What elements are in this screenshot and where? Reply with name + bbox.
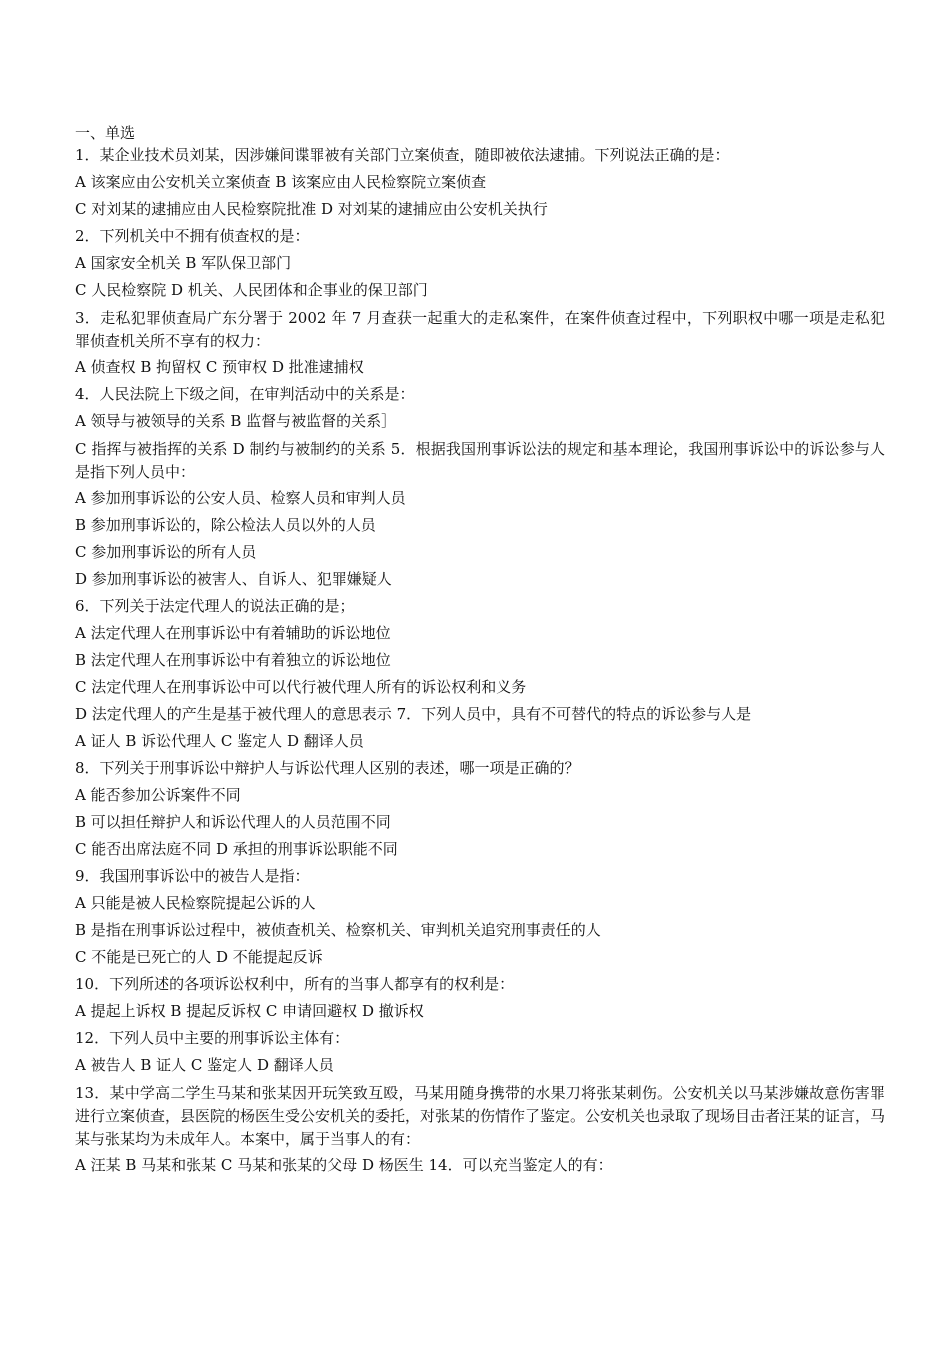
question-13-options-question-14-stem: A 汪某 B 马某和张某 C 马某和张某的父母 D 杨医生 14．可以充当鉴定人的有： [75, 1156, 613, 1174]
question-7-options: A 证人 B 诉讼代理人 C 鉴定人 D 翻译人员 [75, 732, 364, 750]
question-6-stem: 6．下列关于法定代理人的说法正确的是； [75, 597, 355, 615]
question-5-option-c: C 参加刑事诉讼的所有人员 [75, 543, 257, 561]
section-title: 一、单选 [75, 124, 136, 142]
question-4-options-cd-question-5-stem: C 指挥与被指挥的关系 D 制约与被制约的关系 5．根据我国刑事诉讼法的规定和基本理论，我国刑事诉讼中的诉讼参与人是指下列人员中： [75, 440, 885, 481]
question-6-option-c: C 法定代理人在刑事诉讼中可以代行被代理人所有的诉讼权利和义务 [75, 678, 527, 696]
question-9-options-cd: C 不能是已死亡的人 D 不能提起反诉 [75, 948, 323, 966]
question-9-option-b: B 是指在刑事诉讼过程中，被侦查机关、检察机关、审判机关追究刑事责任的人 [75, 921, 601, 939]
question-1-options-ab: A 该案应由公安机关立案侦查 B 该案应由人民检察院立案侦查 [75, 173, 487, 191]
question-8-option-a: A 能否参加公诉案件不同 [75, 786, 241, 804]
question-2-options-cd: C 人民检察院 D 机关、人民团体和企事业的保卫部门 [75, 281, 428, 299]
question-13-stem: 13．某中学高二学生马某和张某因开玩笑致互殴，马某用随身携带的水果刀将张某刺伤。公安机关以马某涉嫌故意伤害罪进行立案侦查，县医院的杨医生受公安机关的委托，对张某的伤情作了鉴定。公安机关也录取了现场目击者汪某的证言，马某与张某均为未成年人。本案中，属于当事人的有： [75, 1084, 886, 1148]
question-9-option-a: A 只能是被人民检察院提起公诉的人 [75, 894, 316, 912]
question-3-stem: 3．走私犯罪侦查局广东分署于 2002 年 7 月查获一起重大的走私案件，在案件侦查过程中，下列职权中哪一项是走私犯罪侦查机关所不享有的权力： [75, 309, 885, 350]
question-12-stem: 12．下列人员中主要的刑事诉讼主体有： [75, 1029, 350, 1047]
question-6-option-a: A 法定代理人在刑事诉讼中有着辅助的诉讼地位 [75, 624, 391, 642]
question-4-options-ab: A 领导与被领导的关系 B 监督与被监督的关系］ [75, 412, 397, 430]
question-10-stem: 10．下列所述的各项诉讼权利中，所有的当事人都享有的权利是： [75, 975, 515, 993]
question-10-options: A 提起上诉权 B 提起反诉权 C 申请回避权 D 撤诉权 [75, 1002, 424, 1020]
question-1-options-cd: C 对刘某的逮捕应由人民检察院批准 D 对刘某的逮捕应由公安机关执行 [75, 200, 548, 218]
question-8-option-b: B 可以担任辩护人和诉讼代理人的人员范围不同 [75, 813, 391, 831]
question-1-stem: 1．某企业技术员刘某，因涉嫌间谍罪被有关部门立案侦查，随即被依法逮捕。下列说法正确的是： [75, 146, 730, 164]
question-5-option-b: B 参加刑事诉讼的，除公检法人员以外的人员 [75, 516, 376, 534]
question-3-options: A 侦查权 B 拘留权 C 预审权 D 批准逮捕权 [75, 358, 364, 376]
question-9-stem: 9．我国刑事诉讼中的被告人是指： [75, 867, 310, 885]
question-12-options: A 被告人 B 证人 C 鉴定人 D 翻译人员 [75, 1056, 334, 1074]
question-5-option-d: D 参加刑事诉讼的被害人、自诉人、犯罪嫌疑人 [75, 570, 392, 588]
question-5-option-a: A 参加刑事诉讼的公安人员、检察人员和审判人员 [75, 489, 406, 507]
question-8-options-cd: C 能否出席法庭不同 D 承担的刑事诉讼职能不同 [75, 840, 398, 858]
question-2-options-ab: A 国家安全机关 B 军队保卫部门 [75, 254, 292, 272]
question-4-stem: 4．人民法院上下级之间，在审判活动中的关系是： [75, 385, 415, 403]
question-6-option-d-question-7-stem: D 法定代理人的产生是基于被代理人的意思表示 7．下列人员中，具有不可替代的特点的诉讼参与人是 [75, 705, 752, 723]
document-page [75, 123, 885, 1182]
question-6-option-b: B 法定代理人在刑事诉讼中有着独立的诉讼地位 [75, 651, 391, 669]
question-2-stem: 2．下列机关中不拥有侦查权的是： [75, 227, 310, 245]
question-8-stem: 8．下列关于刑事诉讼中辩护人与诉讼代理人区别的表述，哪一项是正确的？ [75, 759, 580, 777]
